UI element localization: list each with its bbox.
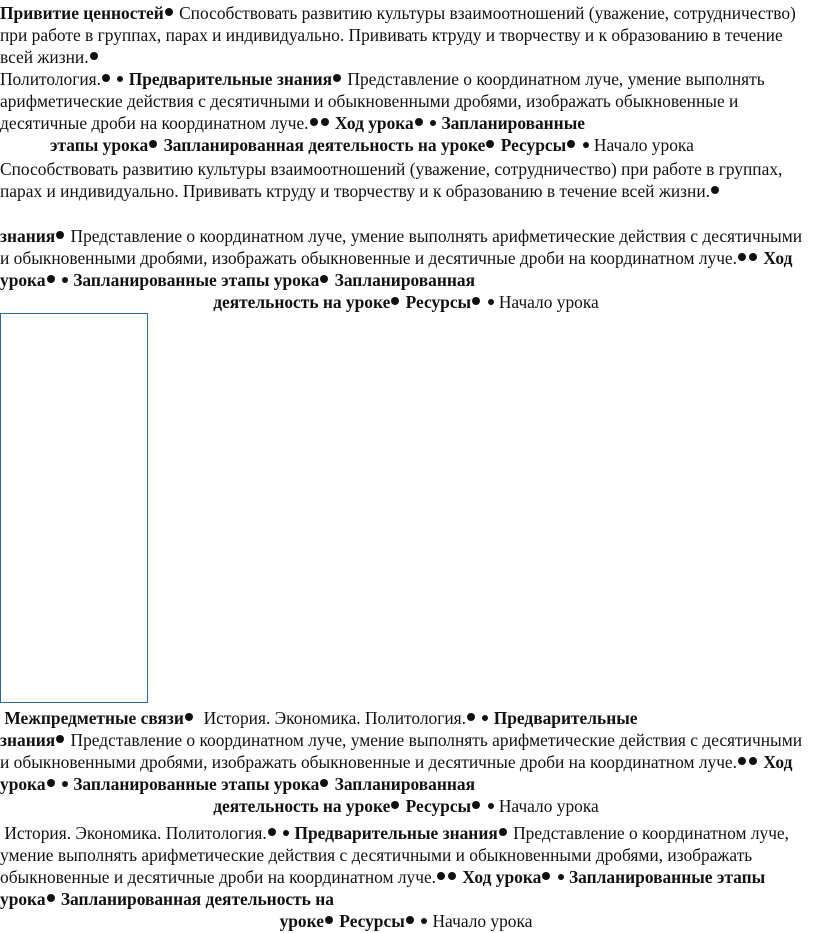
heading-resources: Ресурсы [405,292,472,312]
bullet-icon [185,713,193,721]
bullet-icon [738,757,746,765]
politology-text: Политология. [0,69,102,89]
heading-lesson-flow: Ход урока [0,248,793,290]
bullet-icon [430,120,436,126]
heading-lesson: уроке [279,911,324,931]
subjects-text: История. Экономика. Политология. [4,823,267,843]
heading-resources: Ресурсы [405,796,472,816]
bullet-icon [738,253,746,261]
values-repeat-text: Способствовать развитию культуры взаимоотношений (уважение, сотрудничество) при работе в группах, парах и индивидуально. Прививать ктруду и творчеству и к образованию в течение всей жизни. [0,159,783,201]
heading-planned-activity: Запланированная деятельность на уроке [163,135,486,155]
bullet-icon [47,894,55,902]
bullet-icon [283,830,289,836]
lesson-start-text: Начало урока [593,135,694,155]
heading-lesson-flow: Ход урока [334,113,414,133]
bullet-icon [310,118,318,126]
values-text: Способствовать развитию культуры взаимоотношений (уважение, сотрудничество) при работе в группах, парах и индивидуально. Прививать ктруду и творчеству и к образованию в течение всей жизни. [0,3,796,67]
bullet-icon [56,231,64,239]
heading-planned-stages: Запланированные этапы урока [73,270,320,290]
bullet-icon [542,872,550,880]
heading-prior-knowledge: Предварительные знания [128,69,333,89]
bullet-icon [391,801,399,809]
heading-knowledge: знания [0,226,56,246]
heading-lesson-flow: Ход урока [0,752,793,794]
heading-planned: Запланированная [334,270,475,290]
bullet-icon [56,735,64,743]
heading-stages: этапы урока [50,135,149,155]
subjects-text: История. Экономика. Политология. [203,708,466,728]
lesson-start-text: Начало урока [498,292,599,312]
heading-resources: Ресурсы [339,911,405,931]
bullet-icon [165,8,173,16]
bullet-icon [333,74,341,82]
bullet-icon [47,275,55,283]
paragraph-subjects [0,822,812,932]
bullet-icon [321,118,329,126]
heading-knowledge: знания [0,730,56,750]
bullet-icon [421,918,427,924]
paragraph-knowledge [0,225,812,313]
bullet-icon [499,828,507,836]
heading-planned: Запланированная [334,774,475,794]
bullet-icon [749,253,757,261]
heading-values: Привитие ценностей [0,3,164,23]
bullet-icon [62,277,68,283]
bullet-icon [488,299,494,305]
bullet-icon [472,297,480,305]
paragraph-values [0,2,812,156]
heading-planned-stages: Запланированные этапы урока [0,867,766,909]
bullet-icon [320,275,328,283]
knowledge-text: Представление о координатном луче, умение выполнять арифметические действия с десятичными и обыкновенными дробями, изображать обыкновенные и десятичные дроби на координатном луче. [0,823,790,887]
bullet-icon [558,874,564,880]
bullet-icon [415,118,423,126]
lesson-start-text: Начало урока [498,796,599,816]
paragraph-interdisciplinary [0,707,812,817]
knowledge-text: Представление о координатном луче, умение выполнять арифметические действия с десятичными и обыкновенными дробями, изображать обыкновенные и десятичные дроби на координатном луче. [0,730,803,772]
planned-stages-line [0,134,812,156]
bullet-icon [268,828,276,836]
bullet-icon [711,186,719,194]
bullet-icon [437,872,445,880]
bullet-icon [102,74,110,82]
bullet-icon [90,52,98,60]
bullet-icon [482,715,488,721]
paragraph-values-repeat [0,158,812,202]
bullet-icon [406,916,414,924]
bullet-icon [448,872,456,880]
lesson-start-text: Начало урока [432,911,533,931]
heading-prior: Предварительные [493,708,638,728]
bullet-icon [62,781,68,787]
heading-planned: Запланированные [441,113,585,133]
heading-lesson-flow: Ход урока [462,867,542,887]
bullet-icon [117,76,123,82]
bullet-icon [488,803,494,809]
bullet-icon [47,779,55,787]
bullet-icon [486,140,494,148]
bullet-icon [467,713,475,721]
centered-line [0,291,812,313]
heading-activity: деятельность на уроке [213,796,391,816]
bullet-icon [149,140,157,148]
bullet-icon [391,297,399,305]
heading-planned-activity: Запланированная деятельность на [60,889,334,909]
heading-interdisciplinary: Межпредметные связи [4,708,184,728]
bullet-icon [749,757,757,765]
centered-line [0,910,812,932]
heading-planned-stages: Запланированные этапы урока [73,774,320,794]
prior-knowledge-text: Представление о координатном луче, умение выполнять арифметические действия с десятичными и обыкновенными дробями, изображать обыкновенные и десятичные дроби на координатном луче. [0,69,765,133]
knowledge-text: Представление о координатном луче, умение выполнять арифметические действия с десятичными и обыкновенными дробями, изображать обыкновенные и десятичные дроби на координатном луче. [0,226,803,268]
image-frame [0,313,148,703]
heading-prior-knowledge: Предварительные знания [294,823,498,843]
heading-activity: деятельность на уроке [213,292,391,312]
bullet-icon [567,140,575,148]
bullet-icon [320,779,328,787]
bullet-icon [472,801,480,809]
bullet-icon [325,916,333,924]
centered-line [0,795,812,817]
bullet-icon [583,142,589,148]
heading-resources: Ресурсы [500,135,567,155]
